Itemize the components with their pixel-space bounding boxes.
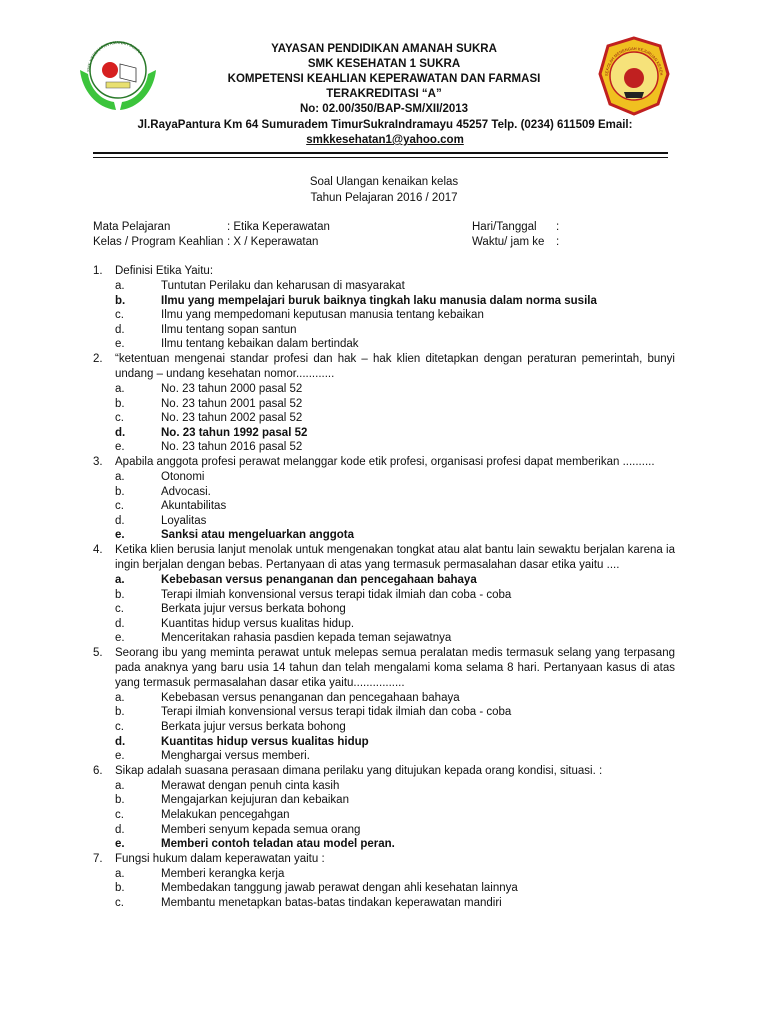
- question-number: 6.: [93, 764, 103, 777]
- option-text: No. 23 tahun 2002 pasal 52: [161, 412, 303, 425]
- question-4: [93, 543, 675, 646]
- option-text: Berkata jujur versus berkata bohong: [161, 603, 346, 616]
- question-1: [93, 264, 675, 352]
- option-letter: b.: [115, 588, 125, 601]
- option-text: Kebebasan versus penanganan dan pencegahaan bahaya: [161, 573, 477, 586]
- option-letter: b.: [115, 294, 126, 307]
- answer-option: [93, 485, 675, 500]
- exam-title: [0, 174, 768, 206]
- answer-option: [93, 896, 675, 911]
- answer-option: [93, 308, 675, 323]
- question-text: Seorang ibu yang meminta perawat untuk melepas semua peralatan medis termasuk selang yang terpasang pada anaknya yang baru usia 14 tahun dan telah mengalami koma selama 8 hari. Pertanyaan kasus di atas yang termasuk permasalahan dasar etika yaitu................: [115, 646, 675, 689]
- option-text: Ilmu tentang sopan santun: [161, 323, 297, 336]
- question-7: [93, 852, 675, 911]
- answer-option: [93, 499, 675, 514]
- answer-option: [93, 705, 675, 720]
- exam-info-right: [472, 220, 559, 250]
- address-line: Jl.RayaPantura Km 64 Sumuradem TimurSukraIndramayu 45257 Telp. (0234) 611509 Email:: [137, 119, 633, 131]
- option-letter: d.: [115, 426, 126, 439]
- option-letter: a.: [115, 280, 125, 292]
- question-number: 7.: [93, 852, 103, 865]
- school-header: [150, 42, 618, 117]
- option-letter: a.: [115, 470, 125, 483]
- question-number: 1.: [93, 265, 103, 277]
- exam-title-line: Soal Ulangan kenaikan kelas: [309, 176, 459, 188]
- option-letter: e.: [115, 529, 125, 542]
- svg-text:SEKOLAH MENENGAH KEJURUAN KESE: SEKOLAH MENENGAH KEJURUAN KESEH: [603, 45, 665, 77]
- option-text: Menceritakan rahasia pasdien kepada teman sejawatnya: [161, 632, 452, 645]
- option-letter: e.: [115, 632, 125, 645]
- option-text: Ilmu yang mempedomani keputusan manusia tentang kebaikan: [161, 309, 484, 322]
- option-text: Membantu menetapkan batas-batas tindakan keperawatan mandiri: [161, 897, 502, 909]
- question-number: 3.: [93, 455, 103, 468]
- question-stem: [93, 764, 675, 779]
- option-letter: c.: [115, 897, 124, 909]
- option-text: Loyalitas: [161, 514, 207, 527]
- answer-option: [93, 470, 675, 485]
- answer-option: [93, 440, 675, 455]
- option-text: Memberi contoh teladan atau model peran.: [161, 838, 395, 851]
- answer-option: [93, 867, 675, 882]
- option-letter: d.: [115, 735, 126, 748]
- option-letter: e.: [115, 338, 125, 351]
- option-letter: b.: [115, 706, 125, 719]
- time-label: Waktu/ jam ke: [472, 236, 545, 248]
- answer-option: [93, 720, 675, 735]
- class-label: Kelas / Program Keahlian: [93, 236, 224, 248]
- subject-label: Mata Pelajaran: [93, 221, 171, 233]
- school-name: SMK KESEHATAN 1 SUKRA: [307, 58, 461, 70]
- answer-option: [93, 514, 675, 529]
- question-stem: [93, 646, 675, 691]
- option-text: Merawat dengan penuh cinta kasih: [161, 779, 340, 792]
- option-letter: a.: [115, 573, 125, 586]
- option-text: Kuantitas hidup versus kualitas hidup: [161, 735, 369, 748]
- option-letter: d.: [115, 323, 125, 336]
- competency: KOMPETENSI KEAHLIAN KEPERAWATAN DAN FARMASI: [227, 73, 541, 85]
- academic-year: Tahun Pelajaran 2016 / 2017: [310, 192, 458, 204]
- svg-text:SMK KESEHATAN AMANAH SUKRA: SMK KESEHATAN AMANAH SUKRA: [85, 39, 144, 73]
- option-letter: a.: [115, 382, 125, 395]
- option-letter: b.: [115, 397, 125, 410]
- answer-option: [93, 573, 675, 588]
- option-text: Berkata jujur versus berkata bohong: [161, 721, 346, 734]
- question-number: 4.: [93, 543, 103, 556]
- option-text: Melakukan pencegahgan: [161, 809, 290, 822]
- option-text: Ilmu yang mempelajari buruk baiknya tingkah laku manusia dalam norma susila: [161, 294, 597, 307]
- option-text: Sanksi atau mengeluarkan anggota: [161, 529, 355, 542]
- option-letter: d.: [115, 514, 125, 527]
- question-text: Definisi Etika Yaitu:: [115, 265, 214, 277]
- answer-option: [93, 588, 675, 603]
- option-text: Terapi ilmiah konvensional versus terapi tidak ilmiah dan coba - coba: [161, 588, 512, 601]
- answer-option: [93, 323, 675, 338]
- option-letter: c.: [115, 809, 124, 822]
- question-number: 2.: [93, 352, 103, 365]
- answer-option: [93, 397, 675, 412]
- option-text: Akuntabilitas: [161, 500, 227, 513]
- answer-option: [93, 411, 675, 426]
- answer-option: [93, 837, 675, 852]
- answer-option: [93, 691, 675, 706]
- answer-option: [93, 337, 675, 352]
- question-text: Fungsi hukum dalam keperawatan yaitu :: [115, 852, 325, 865]
- accreditation: TERAKREDITASI “A”: [326, 88, 442, 100]
- accreditation-number: No: 02.00/350/BAP-SM/XII/2013: [299, 103, 469, 115]
- question-3: [93, 455, 675, 543]
- option-letter: c.: [115, 603, 124, 616]
- answer-option: [93, 617, 675, 632]
- option-letter: c.: [115, 721, 124, 734]
- date-label: Hari/Tanggal: [472, 221, 537, 233]
- subject-value: : Etika Keperawatan: [227, 221, 330, 233]
- question-text: “ketentuan mengenai standar profesi dan hak – hak klien ditetapkan dengan peraturan pemerintah, bunyi undang – undang kesehatan nomor............: [115, 352, 675, 380]
- answer-option: [93, 808, 675, 823]
- question-stem: [93, 264, 675, 279]
- answer-option: [93, 749, 675, 764]
- question-list: [93, 264, 675, 911]
- question-stem: [93, 455, 675, 470]
- email-link[interactable]: smkkesehatan1@yahoo.com: [306, 134, 464, 146]
- question-text: Sikap adalah suasana perasaan dimana perilaku yang ditujukan kepada orang kondisi, situasi. :: [115, 764, 603, 777]
- foundation-name: YAYASAN PENDIDIKAN AMANAH SUKRA: [271, 43, 497, 55]
- school-logo-left: [76, 30, 160, 114]
- answer-option: [93, 382, 675, 397]
- question-stem: [93, 852, 675, 867]
- date-value: :: [556, 221, 560, 233]
- option-text: No. 23 tahun 1992 pasal 52: [161, 426, 308, 439]
- answer-option: [93, 426, 675, 441]
- option-text: Memberi kerangka kerja: [161, 867, 285, 880]
- option-text: Memberi senyum kepada semua orang: [161, 823, 361, 836]
- option-letter: b.: [115, 794, 125, 807]
- answer-option: [93, 528, 675, 543]
- answer-option: [93, 779, 675, 794]
- answer-option: [93, 294, 675, 309]
- question-text: Apabila anggota profesi perawat melanggar kode etik profesi, organisasi profesi dapat memberikan ..........: [115, 455, 655, 468]
- option-text: Kebebasan versus penanganan dan pencegahaan bahaya: [161, 691, 460, 704]
- option-text: No. 23 tahun 2016 pasal 52: [161, 441, 303, 454]
- header-divider-thin: [93, 157, 668, 158]
- option-text: No. 23 tahun 2000 pasal 52: [161, 382, 303, 395]
- answer-option: [93, 793, 675, 808]
- time-value: :: [556, 236, 560, 248]
- header-divider-thick: [93, 152, 668, 154]
- question-5: [93, 646, 675, 764]
- option-letter: b.: [115, 882, 125, 895]
- option-text: Ilmu tentang kebaikan dalam bertindak: [161, 338, 359, 351]
- option-letter: e.: [115, 750, 125, 763]
- option-text: Tuntutan Perilaku dan keharusan di masyarakat: [161, 280, 405, 292]
- answer-option: [93, 735, 675, 750]
- answer-option: [93, 631, 675, 646]
- option-letter: e.: [115, 441, 125, 454]
- option-letter: c.: [115, 500, 124, 513]
- question-text: Ketika klien berusia lanjut menolak untuk mengenakan tongkat atau alat bantu lain sewaktu berjalan karena ia ingin berjalan dengan bebas. Pertanyaan di atas yang termasuk permasalahan dasar etika yaitu ....: [115, 543, 675, 571]
- option-letter: b.: [115, 485, 125, 498]
- option-letter: a.: [115, 691, 125, 704]
- option-text: Mengajarkan kejujuran dan kebaikan: [161, 794, 349, 807]
- option-letter: d.: [115, 617, 125, 630]
- option-text: No. 23 tahun 2001 pasal 52: [161, 397, 303, 410]
- option-letter: c.: [115, 309, 124, 322]
- exam-info-left: [93, 220, 330, 250]
- option-letter: e.: [115, 838, 125, 851]
- question-number: 5.: [93, 646, 103, 659]
- question-6: [93, 764, 675, 852]
- school-address: [120, 118, 650, 148]
- class-value: : X / Keperawatan: [227, 236, 319, 248]
- answer-option: [93, 279, 675, 294]
- option-text: Otonomi: [161, 470, 205, 483]
- option-letter: c.: [115, 412, 124, 425]
- answer-option: [93, 602, 675, 617]
- option-letter: a.: [115, 779, 125, 792]
- option-letter: d.: [115, 823, 125, 836]
- option-text: Menghargai versus memberi.: [161, 750, 310, 763]
- option-text: Advocasi.: [161, 485, 211, 498]
- option-text: Terapi ilmiah konvensional versus terapi tidak ilmiah dan coba - coba: [161, 706, 512, 719]
- option-text: Membedakan tanggung jawab perawat dengan ahli kesehatan lainnya: [161, 882, 518, 895]
- question-stem: [93, 543, 675, 573]
- answer-option: [93, 881, 675, 896]
- question-stem: [93, 352, 675, 382]
- option-text: Kuantitas hidup versus kualitas hidup.: [161, 617, 355, 630]
- option-letter: a.: [115, 867, 125, 880]
- answer-option: [93, 823, 675, 838]
- question-2: [93, 352, 675, 455]
